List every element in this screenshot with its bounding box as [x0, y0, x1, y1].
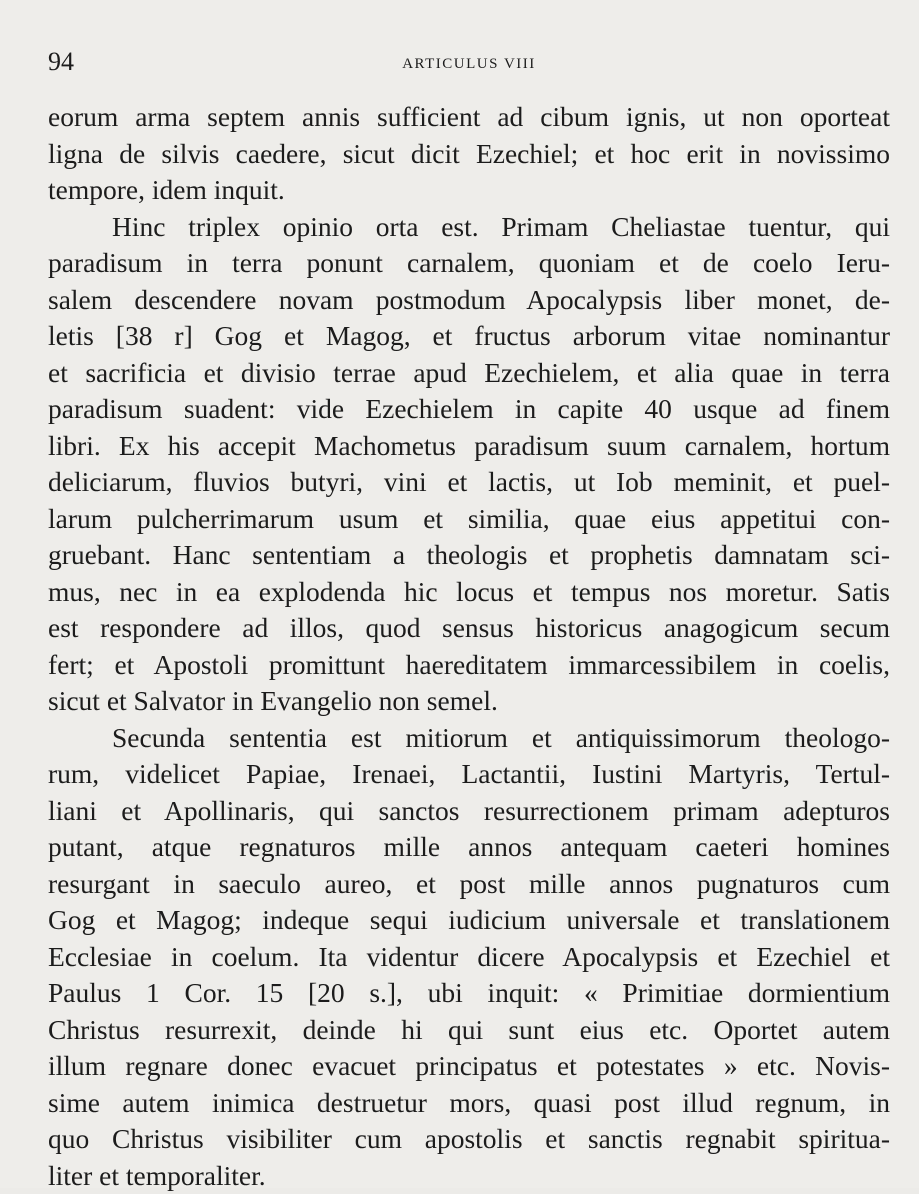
text-line: gruebant. Hanc sententiam a theologis et prophetis damnatam sci- [48, 537, 890, 574]
body-text [48, 99, 890, 1194]
text-line: larum pulcherrimarum usum et similia, quae eius appetitui con- [48, 501, 890, 538]
text-line: Ecclesiae in coelum. Ita videntur dicere Apocalypsis et Ezechiel et [48, 939, 890, 976]
text-line: paradisum in terra ponunt carnalem, quoniam et de coelo Ieru- [48, 245, 890, 282]
text-line: letis [38 r] Gog et Magog, et fructus arborum vitae nominantur [48, 318, 890, 355]
text-line: sicut et Salvator in Evangelio non semel. [48, 683, 890, 720]
page-header [48, 44, 890, 80]
text-line: ligna de silvis caedere, sicut dicit Ezechiel; et hoc erit in novissimo [48, 136, 890, 173]
running-head: ARTICULUS VIII [48, 46, 890, 82]
text-line: libri. Ex his accepit Machometus paradisum suum carnalem, hortum [48, 428, 890, 465]
text-line: illum regnare donec evacuet principatus et potestates » etc. Novis- [48, 1048, 890, 1085]
text-line: liani et Apollinaris, qui sanctos resurrectionem primam adepturos [48, 793, 890, 830]
text-line: tempore, idem inquit. [48, 172, 890, 209]
text-line: est respondere ad illos, quod sensus historicus anagogicum secum [48, 610, 890, 647]
text-line: Christus resurrexit, deinde hi qui sunt eius etc. Oportet autem [48, 1012, 890, 1049]
text-line: Paulus 1 Cor. 15 [20 s.], ubi inquit: « Primitiae dormientium [48, 975, 890, 1012]
text-line: sime autem inimica destruetur mors, quasi post illud regnum, in [48, 1085, 890, 1122]
text-line: paradisum suadent: vide Ezechielem in capite 40 usque ad finem [48, 391, 890, 428]
text-line: resurgant in saeculo aureo, et post mille annos pugnaturos cum [48, 866, 890, 903]
paragraph-first-line: Hinc triplex opinio orta est. Primam Cheliastae tuentur, qui [48, 209, 890, 246]
text-line: rum, videlicet Papiae, Irenaei, Lactantii, Iustini Martyris, Tertul- [48, 756, 890, 793]
text-line: putant, atque regnaturos mille annos antequam caeteri homines [48, 829, 890, 866]
text-line: eorum arma septem annis sufficient ad cibum ignis, ut non oporteat [48, 99, 890, 136]
text-line: fert; et Apostoli promittunt haereditatem immarcessibilem in coelis, [48, 647, 890, 684]
text-line: liter et temporaliter. [48, 1158, 890, 1194]
text-line: et sacrificia et divisio terrae apud Ezechielem, et alia quae in terra [48, 355, 890, 392]
page-number: 94 [48, 44, 74, 80]
text-line: deliciarum, fluvios butyri, vini et lactis, ut Iob meminit, et puel- [48, 464, 890, 501]
text-line: quo Christus visibiliter cum apostolis et sanctis regnabit spiritua- [48, 1121, 890, 1158]
text-line: Gog et Magog; indeque sequi iudicium universale et translationem [48, 902, 890, 939]
text-line: mus, nec in ea explodenda hic locus et tempus nos moretur. Satis [48, 574, 890, 611]
paragraph-first-line: Secunda sententia est mitiorum et antiquissimorum theologo- [48, 720, 890, 757]
text-line: salem descendere novam postmodum Apocalypsis liber monet, de- [48, 282, 890, 319]
